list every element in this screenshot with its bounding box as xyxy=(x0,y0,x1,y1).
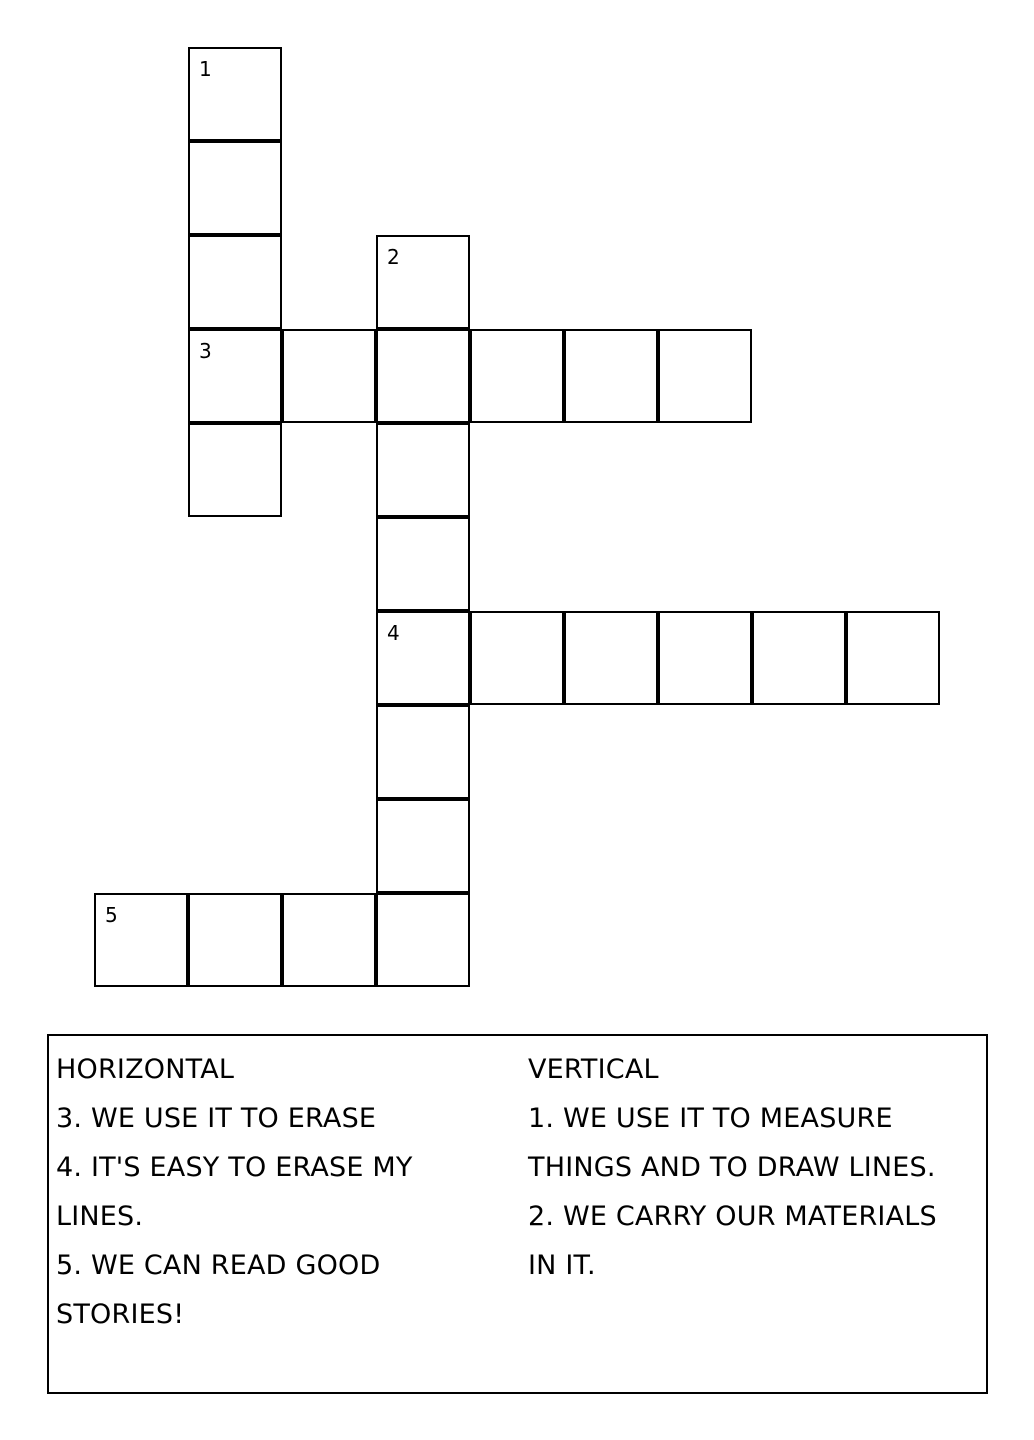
grid-cell[interactable] xyxy=(376,517,470,611)
horizontal-heading: HORIZONTAL xyxy=(56,1054,235,1085)
clue-4-across-continued: LINES. xyxy=(56,1201,144,1232)
grid-cell[interactable] xyxy=(188,423,282,517)
clue-5-across: 5. WE CAN READ GOOD xyxy=(56,1250,381,1281)
grid-cell[interactable] xyxy=(188,141,282,235)
clue-number: 3 xyxy=(199,339,212,363)
clue-number: 5 xyxy=(105,903,118,927)
clue-1-down-continued: THINGS AND TO DRAW LINES. xyxy=(528,1152,936,1183)
grid-cell[interactable] xyxy=(846,611,940,705)
grid-cell[interactable] xyxy=(658,329,752,423)
grid-cell[interactable] xyxy=(376,235,470,329)
horizontal-clues xyxy=(56,1045,486,1339)
grid-cell[interactable] xyxy=(282,893,376,987)
grid-cell[interactable] xyxy=(188,893,282,987)
grid-cell[interactable] xyxy=(564,611,658,705)
clue-number: 4 xyxy=(387,621,400,645)
grid-cell[interactable] xyxy=(188,235,282,329)
grid-cell[interactable] xyxy=(376,329,470,423)
grid-cell[interactable] xyxy=(376,799,470,893)
grid-cell[interactable] xyxy=(752,611,846,705)
clue-number: 2 xyxy=(387,245,400,269)
grid-cell[interactable] xyxy=(470,329,564,423)
grid-cell[interactable] xyxy=(188,47,282,141)
grid-cell[interactable] xyxy=(188,329,282,423)
grid-cell[interactable] xyxy=(658,611,752,705)
clue-3-across: 3. WE USE IT TO ERASE xyxy=(56,1103,377,1134)
clue-number: 1 xyxy=(199,57,212,81)
clue-2-down-continued: IN IT. xyxy=(528,1250,596,1281)
grid-cell[interactable] xyxy=(470,611,564,705)
clue-1-down: 1. WE USE IT TO MEASURE xyxy=(528,1103,893,1134)
clue-5-across-continued: STORIES! xyxy=(56,1299,185,1330)
vertical-clues xyxy=(528,1045,978,1290)
grid-cell[interactable] xyxy=(376,893,470,987)
clues-box xyxy=(47,1034,988,1394)
vertical-heading: VERTICAL xyxy=(528,1054,659,1085)
grid-cell[interactable] xyxy=(376,423,470,517)
clue-4-across: 4. IT'S EASY TO ERASE MY xyxy=(56,1152,413,1183)
grid-cell[interactable] xyxy=(376,611,470,705)
grid-cell[interactable] xyxy=(94,893,188,987)
clue-2-down: 2. WE CARRY OUR MATERIALS xyxy=(528,1201,937,1232)
grid-cell[interactable] xyxy=(376,705,470,799)
grid-cell[interactable] xyxy=(282,329,376,423)
grid-cell[interactable] xyxy=(564,329,658,423)
